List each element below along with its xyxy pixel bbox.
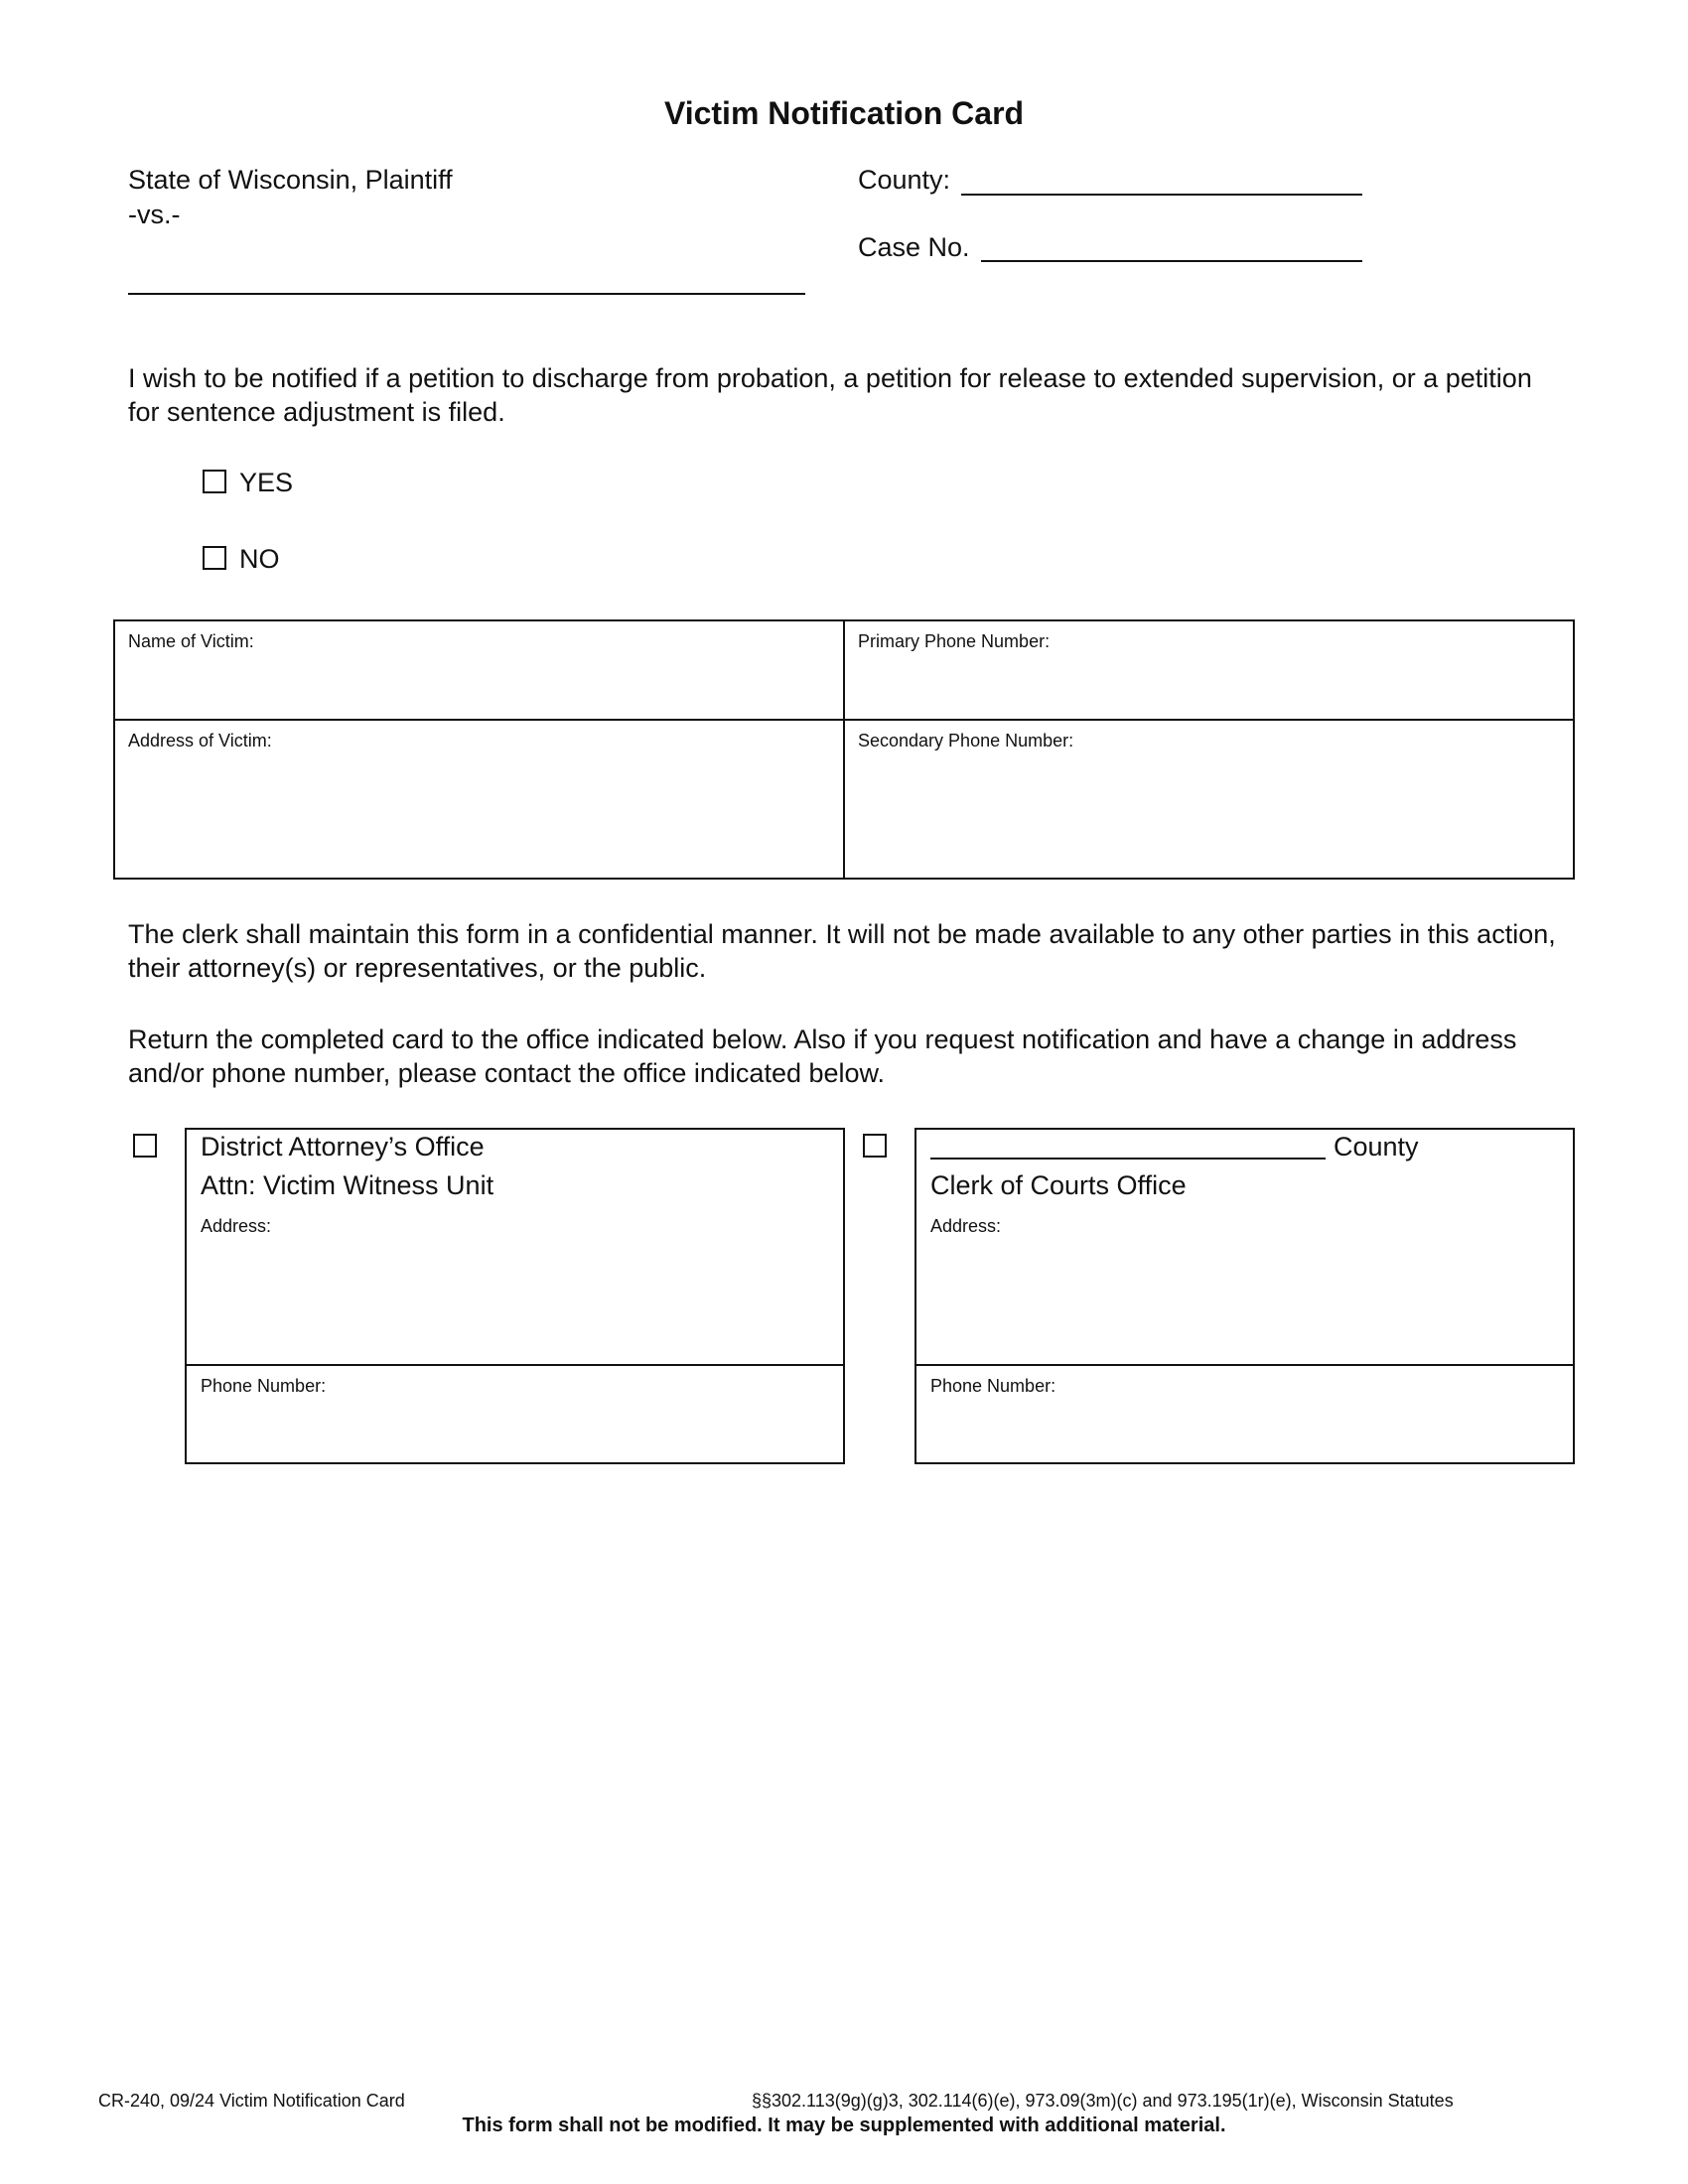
secondary-phone-label: Secondary Phone Number: — [858, 731, 1074, 751]
clerk-office-checkbox[interactable] — [863, 1134, 887, 1158]
footer-statutes: §§302.113(9g)(g)3, 302.114(6)(e), 973.09(3m)(c) and 973.195(1r)(e), Wisconsin Statutes — [752, 2091, 1454, 2111]
confidentiality-text: The clerk shall maintain this form in a confidential manner. It will not be made available to any other parties in this action, their attorney(s) or representatives, or the public. — [128, 919, 1556, 983]
victim-name-input[interactable] — [123, 659, 837, 717]
da-office-checkbox[interactable] — [133, 1134, 157, 1158]
victim-name-label: Name of Victim: — [128, 631, 254, 651]
da-office-name: District Attorney’s Office — [201, 1132, 485, 1161]
da-attention-line: Attn: Victim Witness Unit — [201, 1170, 494, 1200]
footer-notice: This form shall not be modified. It may be supplemented with additional material. — [462, 2115, 1226, 2136]
table-divider-horizontal — [113, 719, 1575, 721]
clerk-county-field[interactable] — [930, 1158, 1326, 1160]
clerk-box-divider — [914, 1364, 1575, 1366]
return-instructions-text: Return the completed card to the office indicated below. Also if you request notification and have a change in address and/or phone number, please contact the office indicated below. — [128, 1024, 1517, 1088]
yes-checkbox[interactable] — [203, 470, 226, 493]
vs-label: -vs.- — [128, 200, 181, 229]
clerk-address-label: Address: — [930, 1216, 1002, 1236]
form-title: Victim Notification Card — [663, 95, 1025, 131]
yes-label: YES — [239, 468, 294, 497]
clerk-phone-label: Phone Number: — [930, 1376, 1056, 1396]
clerk-county-suffix: County — [1334, 1132, 1419, 1161]
victim-address-label: Address of Victim: — [128, 731, 272, 751]
no-checkbox[interactable] — [203, 546, 226, 570]
county-field[interactable] — [961, 194, 1362, 196]
footer-form-id: CR-240, 09/24 Victim Notification Card — [98, 2091, 405, 2111]
county-label: County: — [858, 165, 951, 195]
table-divider-vertical — [843, 619, 845, 880]
defendant-name-line[interactable] — [128, 293, 805, 295]
no-label: NO — [239, 544, 280, 574]
case-number-field[interactable] — [981, 260, 1362, 262]
clerk-office-name: Clerk of Courts Office — [930, 1170, 1187, 1200]
primary-phone-label: Primary Phone Number: — [858, 631, 1051, 651]
da-box-divider — [185, 1364, 845, 1366]
primary-phone-input[interactable] — [854, 659, 1568, 717]
case-number-label: Case No. — [858, 232, 970, 262]
victim-address-input[interactable] — [123, 758, 837, 876]
secondary-phone-input[interactable] — [854, 758, 1568, 876]
da-phone-label: Phone Number: — [201, 1376, 327, 1396]
notification-request-text: I wish to be notified if a petition to discharge from probation, a petition for release to extended supervision, or a petition for sentence adjustment is filed. — [128, 363, 1532, 427]
plaintiff-label: State of Wisconsin, Plaintiff — [128, 165, 453, 195]
da-address-label: Address: — [201, 1216, 272, 1236]
